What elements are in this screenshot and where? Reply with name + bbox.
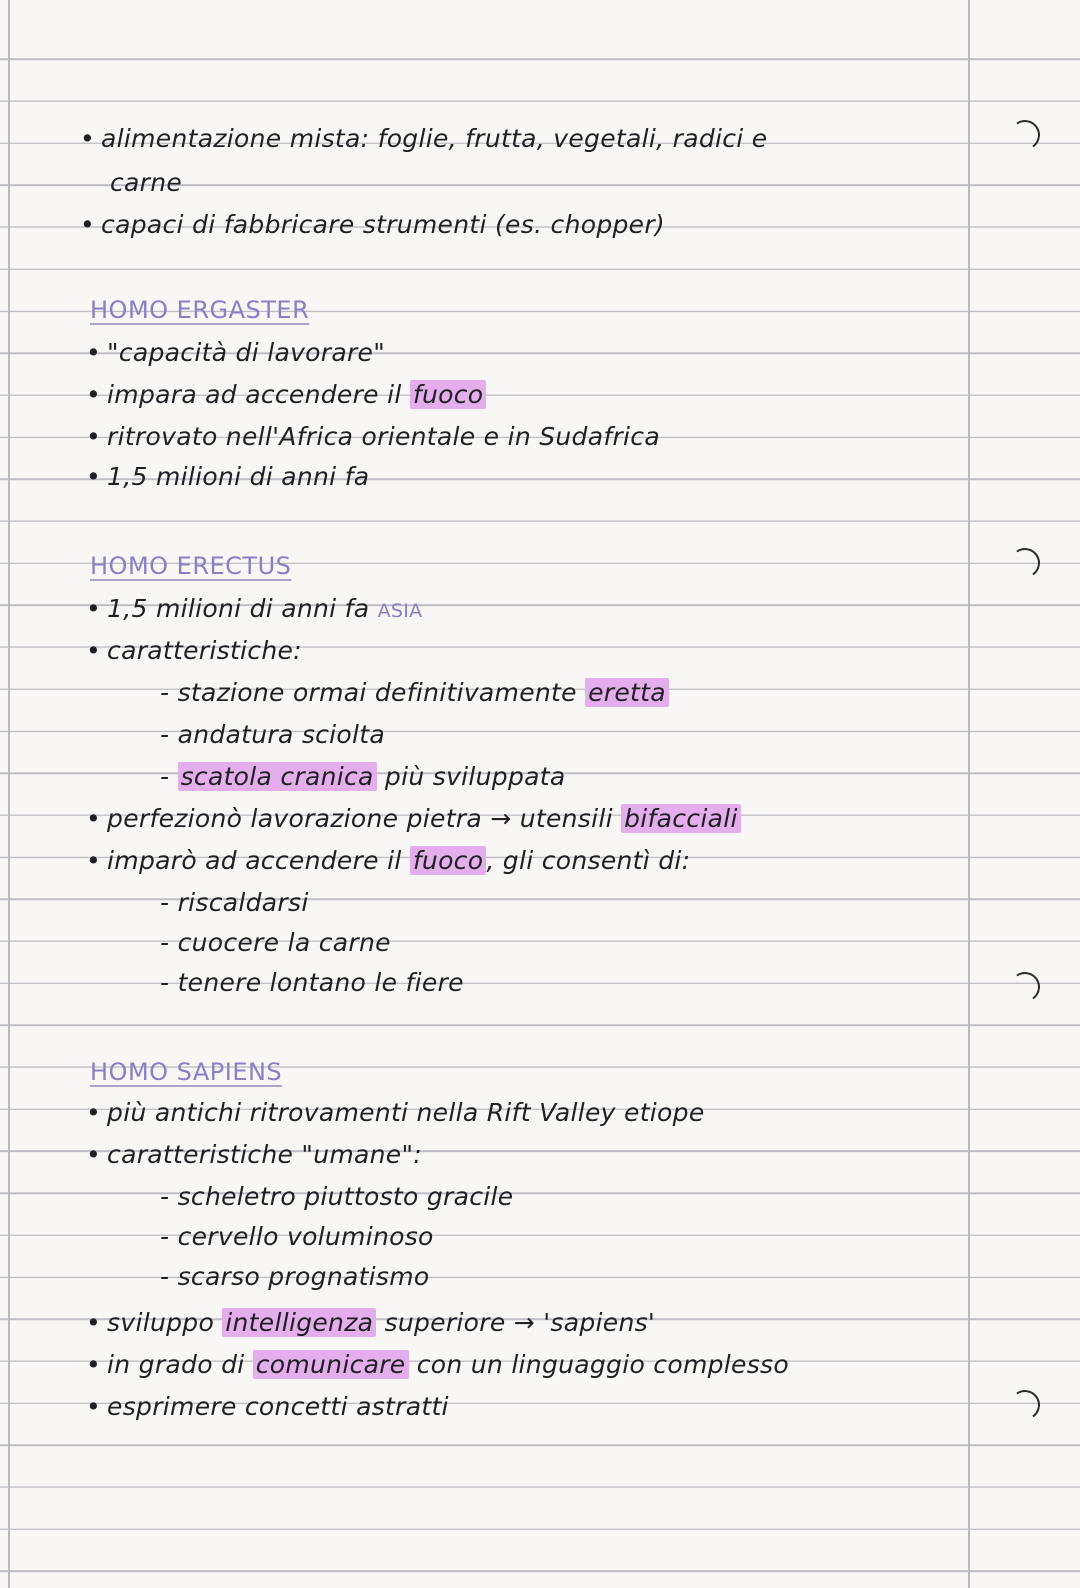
note-text: - andatura sciolta	[160, 720, 385, 749]
note-text: - scheletro piuttosto gracile	[160, 1182, 514, 1211]
note-line: • "capacità di lavorare"	[86, 338, 386, 367]
note-text: , gli consentì di:	[486, 846, 691, 875]
left-margin-line	[8, 0, 10, 1588]
location-tag: ASIA	[377, 600, 423, 622]
note-line: • caratteristiche:	[86, 636, 302, 665]
note-text: in grado di	[107, 1350, 253, 1379]
note-line: • capaci di fabbricare strumenti (es. chopper)	[80, 210, 665, 239]
note-text: sviluppo	[107, 1308, 223, 1337]
highlighted-text: scatola cranica	[178, 762, 377, 791]
note-line: • più antichi ritrovamenti nella Rift Valley etiope	[86, 1098, 705, 1127]
note-text: carne	[110, 168, 183, 197]
binder-ring-icon	[1008, 970, 1043, 1005]
note-text: - scarso prognatismo	[160, 1262, 430, 1291]
note-line: • perfezionò lavorazione pietra → utensili bifacciali	[86, 804, 741, 833]
note-line: • caratteristiche "umane":	[86, 1140, 422, 1169]
note-text: -	[160, 762, 178, 791]
note-line: • impara ad accendere il fuoco	[86, 380, 486, 409]
note-subline	[160, 1222, 434, 1251]
note-text: esprimere concetti astratti	[107, 1392, 449, 1421]
note-line	[110, 168, 182, 197]
note-subline	[160, 888, 309, 917]
note-text: - tenere lontano le fiere	[160, 968, 464, 997]
note-text: 1,5 milioni di anni fa	[107, 594, 378, 623]
highlighted-text: eretta	[585, 678, 669, 707]
binder-ring-icon	[1008, 546, 1043, 581]
highlighted-text: fuoco	[410, 846, 486, 875]
note-text: impara ad accendere il	[107, 380, 410, 409]
binder-ring-icon	[1008, 1388, 1043, 1423]
section-heading-sapiens: HOMO SAPIENS	[90, 1058, 283, 1086]
note-text: - cervello voluminoso	[160, 1222, 434, 1251]
note-line: • alimentazione mista: foglie, frutta, vegetali, radici e	[80, 124, 768, 153]
note-subline	[160, 678, 669, 707]
highlighted-text: fuoco	[410, 380, 486, 409]
note-subline	[160, 1262, 430, 1291]
note-line: • imparò ad accendere il fuoco , gli consentì di:	[86, 846, 691, 875]
binder-ring-icon	[1008, 118, 1043, 153]
note-line: • sviluppo intelligenza superiore → 'sapiens'	[86, 1308, 656, 1337]
highlighted-text: intelligenza	[222, 1308, 376, 1337]
note-text: - riscaldarsi	[160, 888, 309, 917]
note-text: "capacità di lavorare"	[107, 338, 386, 367]
note-subline	[160, 928, 391, 957]
note-text: - cuocere la carne	[160, 928, 391, 957]
note-text: con un linguaggio complesso	[408, 1350, 789, 1379]
highlighted-text: bifacciali	[621, 804, 741, 833]
section-heading-erectus: HOMO ERECTUS	[90, 552, 292, 580]
note-text: caratteristiche "umane":	[107, 1140, 422, 1169]
note-text: più sviluppata	[376, 762, 566, 791]
note-text: - stazione ormai definitivamente	[160, 678, 586, 707]
note-line: • in grado di comunicare con un linguaggio complesso	[86, 1350, 789, 1379]
section-heading-ergaster: HOMO ERGASTER	[90, 296, 310, 324]
note-text: 1,5 milioni di anni fa	[107, 462, 370, 491]
note-text: più antichi ritrovamenti nella Rift Valley etiope	[107, 1098, 705, 1127]
note-subline	[160, 720, 385, 749]
note-text: superiore → 'sapiens'	[376, 1308, 656, 1337]
note-text: caratteristiche:	[107, 636, 302, 665]
note-text: ritrovato nell'Africa orientale e in Sudafrica	[107, 422, 660, 451]
note-subline	[160, 968, 464, 997]
note-text: perfezionò lavorazione pietra → utensili	[107, 804, 622, 833]
highlighted-text: comunicare	[253, 1350, 409, 1379]
note-line: • 1,5 milioni di anni fa	[86, 462, 370, 491]
note-subline	[160, 1182, 513, 1211]
note-line: • esprimere concetti astratti	[86, 1392, 449, 1421]
note-text: capaci di fabbricare strumenti (es. chopper)	[101, 210, 665, 239]
right-margin-line	[968, 0, 970, 1588]
note-text: alimentazione mista: foglie, frutta, vegetali, radici e	[101, 124, 768, 153]
note-subline	[160, 762, 565, 791]
note-line: • 1,5 milioni di anni fa ASIA	[86, 594, 423, 623]
note-line: • ritrovato nell'Africa orientale e in Sudafrica	[86, 422, 660, 451]
note-text: imparò ad accendere il	[107, 846, 410, 875]
